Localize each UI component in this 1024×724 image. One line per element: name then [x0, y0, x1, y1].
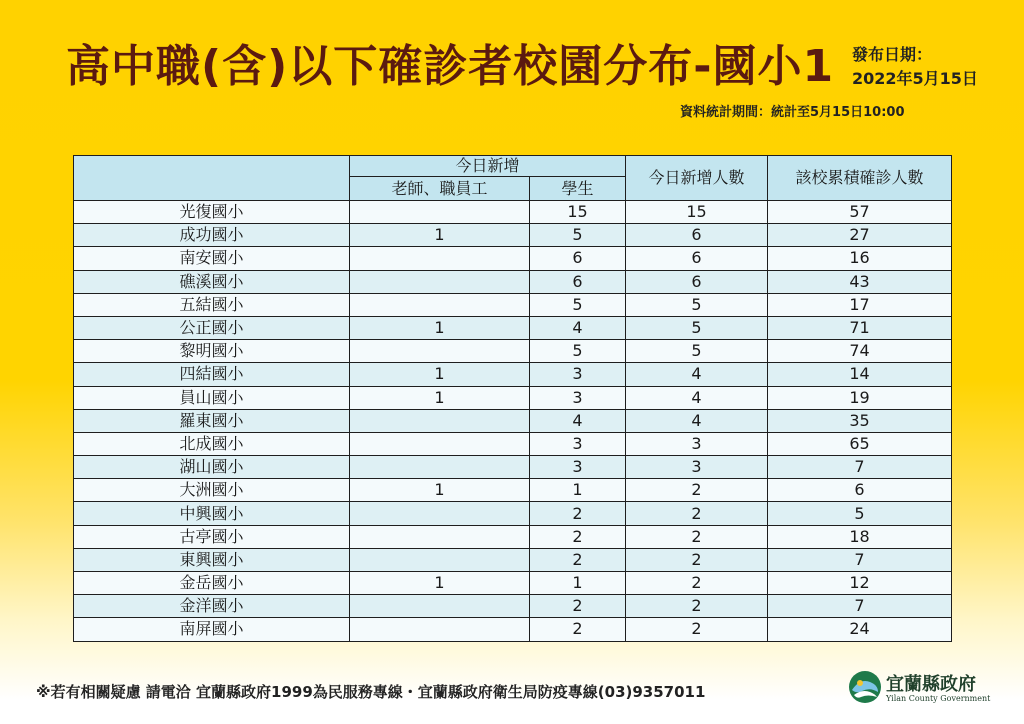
cumulative-cell: 14 [768, 363, 952, 386]
school-column-header [74, 156, 350, 201]
new-total-cell: 2 [626, 595, 768, 618]
student-count-cell: 1 [530, 479, 626, 502]
school-name-cell: 礁溪國小 [74, 270, 350, 293]
student-column-header: 學生 [530, 177, 626, 201]
school-name-cell: 羅東國小 [74, 409, 350, 432]
student-count-cell: 6 [530, 247, 626, 270]
school-name-cell: 中興國小 [74, 502, 350, 525]
staff-count-cell: 1 [350, 363, 530, 386]
table-row [74, 525, 952, 548]
table-row [74, 409, 952, 432]
student-count-cell: 3 [530, 432, 626, 455]
staff-count-cell [350, 270, 530, 293]
student-count-cell: 6 [530, 270, 626, 293]
cumulative-cell: 19 [768, 386, 952, 409]
cumulative-cell: 12 [768, 572, 952, 595]
cumulative-cell: 5 [768, 502, 952, 525]
table-row [74, 247, 952, 270]
new-total-cell: 6 [626, 247, 768, 270]
table-row [74, 316, 952, 339]
cumulative-cell: 7 [768, 595, 952, 618]
school-name-cell: 員山國小 [74, 386, 350, 409]
new-total-cell: 5 [626, 340, 768, 363]
staff-count-cell [350, 456, 530, 479]
staff-count-cell [350, 432, 530, 455]
school-name-cell: 金洋國小 [74, 595, 350, 618]
student-count-cell: 4 [530, 316, 626, 339]
cumulative-cell: 17 [768, 293, 952, 316]
student-count-cell: 5 [530, 293, 626, 316]
staff-count-cell [350, 525, 530, 548]
table-row [74, 456, 952, 479]
staff-count-cell [350, 201, 530, 224]
student-count-cell: 3 [530, 363, 626, 386]
new-total-cell: 5 [626, 316, 768, 339]
logo-name-zh: 宜蘭縣政府 [886, 674, 976, 695]
school-name-cell: 四結國小 [74, 363, 350, 386]
staff-count-cell: 1 [350, 386, 530, 409]
school-name-cell: 公正國小 [74, 316, 350, 339]
new-total-cell: 3 [626, 456, 768, 479]
new-total-cell: 15 [626, 201, 768, 224]
school-name-cell: 五結國小 [74, 293, 350, 316]
table-row [74, 479, 952, 502]
cumulative-cell: 65 [768, 432, 952, 455]
new-total-cell: 2 [626, 479, 768, 502]
school-cases-table [73, 155, 952, 642]
stats-period: 資料統計期間：統計至5月15日10:00 [680, 105, 905, 120]
publish-date: 2022年5月15日 [852, 69, 978, 88]
staff-count-cell: 1 [350, 479, 530, 502]
table-row [74, 293, 952, 316]
publish-date-label: 發布日期： [852, 45, 933, 64]
new-total-cell: 2 [626, 548, 768, 571]
new-total-cell: 2 [626, 525, 768, 548]
cumulative-cell: 18 [768, 525, 952, 548]
new-total-cell: 4 [626, 363, 768, 386]
student-count-cell: 1 [530, 572, 626, 595]
table-row [74, 386, 952, 409]
table-row [74, 363, 952, 386]
student-count-cell: 2 [530, 618, 626, 641]
new-total-cell: 4 [626, 386, 768, 409]
staff-count-cell: 1 [350, 316, 530, 339]
new-total-cell: 6 [626, 270, 768, 293]
table-row [74, 572, 952, 595]
student-count-cell: 4 [530, 409, 626, 432]
student-count-cell: 2 [530, 525, 626, 548]
new-total-cell: 2 [626, 572, 768, 595]
school-name-cell: 古亭國小 [74, 525, 350, 548]
cumulative-cell: 7 [768, 456, 952, 479]
yilan-county-logo [848, 668, 998, 708]
cumulative-cell: 24 [768, 618, 952, 641]
student-count-cell: 3 [530, 386, 626, 409]
student-count-cell: 2 [530, 595, 626, 618]
student-count-cell: 5 [530, 340, 626, 363]
cumulative-cell: 27 [768, 224, 952, 247]
school-name-cell: 南屏國小 [74, 618, 350, 641]
today-new-group-header: 今日新增 [350, 156, 626, 177]
new-total-column-header: 今日新增人數 [626, 156, 768, 201]
page-title: 高中職(含)以下確診者校園分布-國小1 [66, 41, 835, 92]
staff-count-cell [350, 595, 530, 618]
table-row [74, 224, 952, 247]
contact-note: ※若有相關疑慮 請電洽 宜蘭縣政府1999為民服務專線・宜蘭縣政府衛生局防疫專線(03)9357011 [36, 683, 706, 701]
table-row [74, 270, 952, 293]
school-name-cell: 大洲國小 [74, 479, 350, 502]
new-total-cell: 5 [626, 293, 768, 316]
new-total-cell: 2 [626, 502, 768, 525]
student-count-cell: 3 [530, 456, 626, 479]
staff-count-cell [350, 293, 530, 316]
student-count-cell: 5 [530, 224, 626, 247]
cumulative-cell: 43 [768, 270, 952, 293]
table-row [74, 432, 952, 455]
school-name-cell: 光復國小 [74, 201, 350, 224]
cumulative-cell: 57 [768, 201, 952, 224]
school-name-cell: 南安國小 [74, 247, 350, 270]
staff-count-cell [350, 409, 530, 432]
cumulative-column-header: 該校累積確診人數 [768, 156, 952, 201]
new-total-cell: 4 [626, 409, 768, 432]
cumulative-cell: 35 [768, 409, 952, 432]
staff-count-cell [350, 548, 530, 571]
staff-column-header: 老師、職員工 [350, 177, 530, 201]
new-total-cell: 3 [626, 432, 768, 455]
table-row [74, 595, 952, 618]
school-name-cell: 東興國小 [74, 548, 350, 571]
table-row [74, 502, 952, 525]
logo-name-en: Yilan County Government [886, 694, 991, 703]
yilan-county-emblem-icon [848, 670, 882, 704]
school-name-cell: 黎明國小 [74, 340, 350, 363]
new-total-cell: 6 [626, 224, 768, 247]
school-name-cell: 北成國小 [74, 432, 350, 455]
table-row [74, 340, 952, 363]
school-name-cell: 成功國小 [74, 224, 350, 247]
table-row [74, 618, 952, 641]
staff-count-cell: 1 [350, 572, 530, 595]
staff-count-cell [350, 618, 530, 641]
student-count-cell: 2 [530, 502, 626, 525]
school-name-cell: 湖山國小 [74, 456, 350, 479]
table-row [74, 201, 952, 224]
cumulative-cell: 16 [768, 247, 952, 270]
cumulative-cell: 6 [768, 479, 952, 502]
student-count-cell: 2 [530, 548, 626, 571]
school-name-cell: 金岳國小 [74, 572, 350, 595]
cumulative-cell: 71 [768, 316, 952, 339]
new-total-cell: 2 [626, 618, 768, 641]
cumulative-cell: 7 [768, 548, 952, 571]
student-count-cell: 15 [530, 201, 626, 224]
staff-count-cell [350, 502, 530, 525]
cumulative-cell: 74 [768, 340, 952, 363]
staff-count-cell [350, 340, 530, 363]
staff-count-cell: 1 [350, 224, 530, 247]
staff-count-cell [350, 247, 530, 270]
table-row [74, 548, 952, 571]
